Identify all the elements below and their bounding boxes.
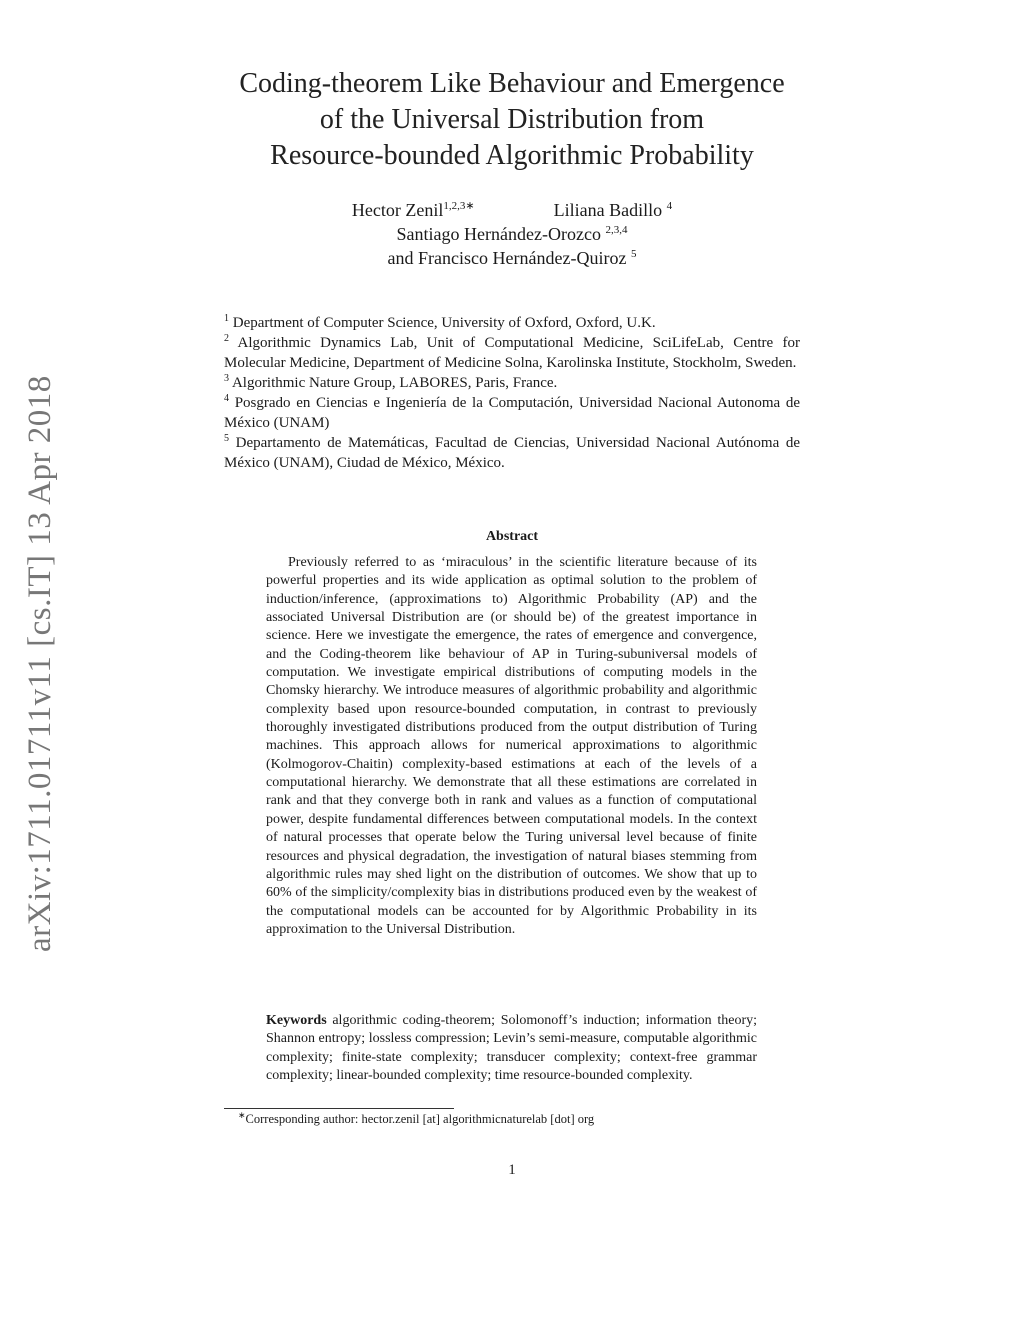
author-affil-mark: 5: [630, 248, 637, 260]
affiliation-item: [224, 433, 800, 473]
paper-title: [150, 66, 874, 174]
affiliation-text: Algorithmic Dynamics Lab, Unit of Computational Medicine, SciLifeLab, Centre for Molecular Medicine, Department of Medicine Solna, Karolinska Institute, Stockholm, Sweden.: [224, 335, 800, 371]
footnote-mark: ∗: [238, 1110, 246, 1120]
affiliation-item: [224, 373, 800, 393]
affiliation-item: [224, 333, 800, 373]
footnote: [238, 1112, 594, 1127]
affiliation-item: [224, 313, 800, 333]
arxiv-sidebar-stamp: [0, 0, 58, 952]
keywords: [266, 1012, 757, 1085]
abstract-heading: Abstract: [485, 529, 539, 544]
title-line: Coding-theorem Like Behaviour and Emergence: [239, 68, 785, 99]
author-affil-mark: 2,3,4: [605, 224, 628, 236]
author-name: Santiago Hernández-Orozco: [396, 224, 601, 244]
author-list: [150, 198, 874, 270]
page-number: 1: [508, 1162, 516, 1178]
author-name: and Francisco Hernández-Quiroz: [387, 248, 627, 268]
affiliation-text: Algorithmic Nature Group, LABORES, Paris, France.: [231, 375, 558, 391]
keywords-text: algorithmic coding-theorem; Solomonoff’s induction; information theory; Shannon entropy; lossless compression; Levin’s semi-measure, computable algorithmic complexity; finite-state complexity; transducer complexity; context-free grammar complexity; linear-bounded complexity; time resource-bounded complexity.: [266, 1013, 757, 1084]
footnote-rule: [224, 1108, 454, 1109]
affiliation-item: [224, 393, 800, 433]
affiliation-text: Department of Computer Science, University of Oxford, Oxford, U.K.: [232, 315, 656, 331]
affiliation-text: Departamento de Matemáticas, Facultad de Ciencias, Universidad Nacional Autónoma de México (UNAM), Ciudad de México, México.: [224, 435, 801, 471]
author-name: Hector Zenil: [351, 200, 444, 220]
affiliation-number: 5: [224, 433, 229, 444]
title-line: of the Universal Distribution from: [319, 104, 705, 135]
author-affil-mark: 1,2,3∗: [443, 200, 475, 212]
title-line: Resource-bounded Algorithmic Probability: [270, 140, 754, 171]
affiliation-number: 4: [224, 393, 229, 404]
affiliation-number: 1: [224, 313, 229, 324]
affiliation-text: Posgrado en Ciencias e Ingeniería de la Computación, Universidad Nacional Autonoma de México (UNAM): [224, 395, 800, 431]
author-affil-mark: 4: [666, 200, 673, 212]
affiliations: [224, 313, 800, 473]
author-name: Liliana Badillo: [553, 200, 663, 220]
arxiv-identifier: arXiv:1711.01711v11 [cs.IT] 13 Apr 2018: [22, 375, 58, 952]
affiliation-number: 2: [224, 333, 229, 344]
footnote-text: Corresponding author: hector.zenil [at] algorithmicnaturelab [dot] org: [245, 1112, 595, 1126]
keywords-label: Keywords: [266, 1013, 327, 1028]
affiliation-number: 3: [224, 373, 229, 384]
abstract-text: Previously referred to as ‘miraculous’ in the scientific literature because of its powerful properties and its wide application as optimal solution to the problem of induction/inference, (approximations to) Algorithmic Probability (AP) and the associated Universal Distribution are (or should be) of the greatest importance in science. Here we investigate the emergence, the rates of emergence and convergence, and the Coding-theorem like behaviour of AP in Turing-subuniversal models of computation. We investigate empirical distributions of computing models in the Chomsky hierarchy. We introduce measures of algorithmic probability and algorithmic complexity based upon resource-bounded computation, in contrast to previously thoroughly investigated distributions produced from the output distribution of Turing machines. This approach allows for numerical approximations to algorithmic (Kolmogorov-Chaitin) complexity-based estimations at each of the levels of a computational hierarchy. We demonstrate that all these estimations are correlated in rank and that they converge both in rank and values as a function of computational power, despite fundamental differences between computational models. In the context of natural processes that operate below the Turing universal level because of finite resources and physical degradation, the investigation of natural biases stemming from algorithmic rules may shed light on the distribution of outcomes. We show that up to 60% of the simplicity/complexity bias in distributions produced even by the weakest of the computational models can be accounted for by Algorithmic Probability in its approximation to the Universal Distribution.: [266, 555, 757, 937]
